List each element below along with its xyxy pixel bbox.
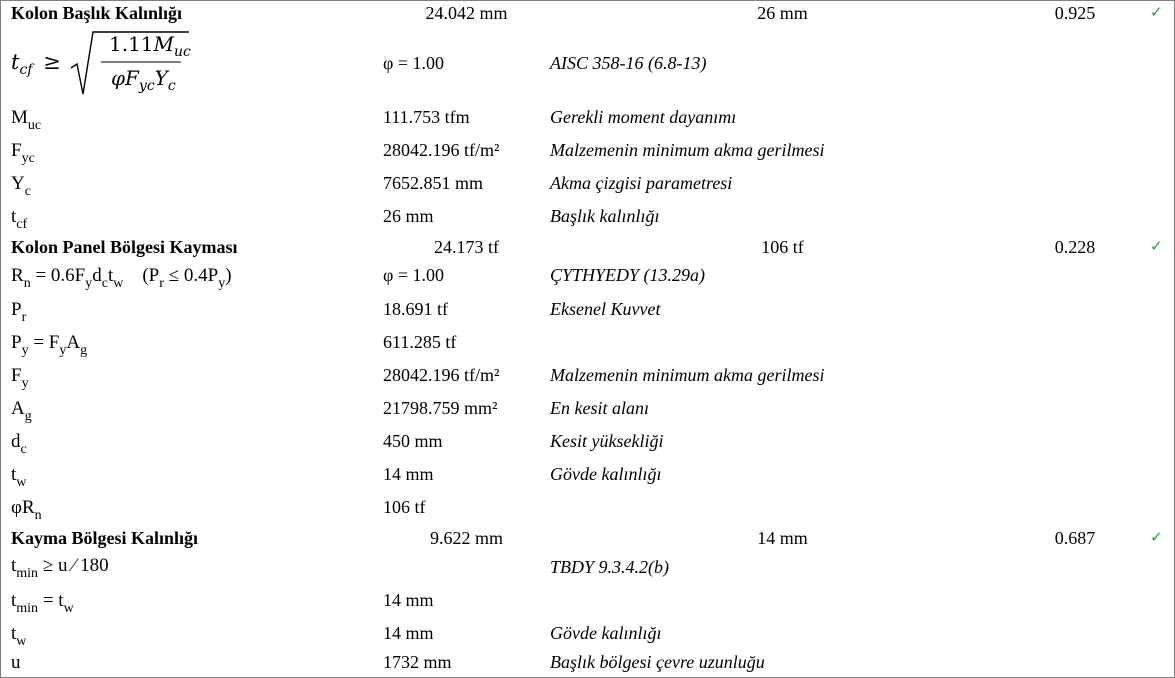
param-value: 28042.196 tf/m² — [383, 140, 500, 160]
formula-row — [0, 28, 1173, 98]
ratio-value: 0.925 — [1054, 3, 1096, 23]
parameter-row — [0, 623, 1173, 647]
param-value: 28042.196 tf/m² — [383, 365, 500, 385]
param-symbol: $F_{yc}$ — [11, 140, 35, 166]
param-value: 7652.851 mm — [383, 173, 484, 193]
formula-row — [0, 555, 1173, 581]
param-symbol: $t_w$ — [11, 464, 27, 490]
param-description: Eksenel Kuvvet — [550, 299, 661, 319]
param-symbol: $d_c$ — [11, 431, 27, 457]
parameter-row — [0, 332, 1173, 356]
section-title: Kolon Panel Bölgesi Kayması — [11, 237, 238, 257]
param-value: 106 tf — [383, 497, 426, 517]
param-symbol: $t_w$ — [11, 623, 27, 649]
parameter-row — [0, 431, 1173, 455]
parameter-row — [0, 590, 1173, 614]
capacity-value: 14 mm — [757, 528, 808, 548]
parameter-row — [0, 652, 1173, 676]
parameter-row — [0, 107, 1173, 131]
check-icon: ✓ — [1150, 237, 1163, 255]
param-description: Gerekli moment dayanımı — [550, 107, 737, 127]
parameter-row — [0, 140, 1173, 164]
param-description: Başlık bölgesi çevre uzunluğu — [550, 652, 765, 672]
parameter-row — [0, 497, 1173, 521]
parameter-row — [0, 365, 1173, 389]
param-value: 14 mm — [383, 623, 434, 643]
section-title: Kolon Başlık Kalınlığı — [11, 3, 183, 23]
check-icon: ✓ — [1150, 3, 1163, 21]
section-header — [0, 237, 1173, 259]
param-description: Malzemenin minimum akma gerilmesi — [550, 365, 825, 385]
code-reference: ÇYTHYEDY (13.29a) — [550, 265, 706, 285]
param-description: Başlık kalınlığı — [550, 206, 660, 226]
param-description: Akma çizgisi parametresi — [550, 173, 733, 193]
param-symbol: $\varphi R_n$ — [11, 497, 42, 523]
param-value: 14 mm — [383, 464, 434, 484]
param-value: 611.285 tf — [383, 332, 457, 352]
formula-lhs: t — [11, 50, 20, 74]
param-symbol: $P_y = F_yA_g$ — [11, 332, 88, 358]
param-value: 26 mm — [383, 206, 434, 226]
parameter-row — [0, 299, 1173, 323]
required-value: 24.173 tf — [434, 237, 499, 257]
denominator-phi: φ — [111, 66, 126, 90]
formula-relation: ≥ — [43, 50, 61, 74]
section-title: Kayma Bölgesi Kalınlığı — [11, 528, 199, 548]
denominator-y-sub: c — [167, 78, 176, 94]
param-value: 1732 mm — [383, 652, 452, 672]
parameter-row — [0, 398, 1173, 422]
required-value: 24.042 mm — [425, 3, 508, 23]
parameter-row — [0, 173, 1173, 197]
param-value: 18.691 tf — [383, 299, 448, 319]
phi-value: φ = 1.00 — [383, 265, 445, 285]
param-value: 450 mm — [383, 431, 443, 451]
code-reference: AISC 358-16 (6.8-13) — [550, 53, 707, 73]
param-symbol: $Y_c$ — [11, 173, 31, 199]
param-symbol: $t_{min} = t_w$ — [11, 590, 74, 616]
section-header — [0, 528, 1173, 550]
param-description: Gövde kalınlığı — [550, 623, 662, 643]
param-symbol: $A_g$ — [11, 398, 32, 424]
section-header — [0, 3, 1173, 25]
tmin-formula: $t_{min} \ge u$ ⁄ 180 — [11, 555, 109, 581]
param-description: Malzemenin minimum akma gerilmesi — [550, 140, 825, 160]
param-symbol: $P_r$ — [11, 299, 27, 325]
param-value: 21798.759 mm² — [383, 398, 498, 418]
capacity-value: 106 tf — [761, 237, 804, 257]
check-icon: ✓ — [1150, 528, 1163, 546]
numerator-sub: uc — [174, 44, 191, 60]
denominator-f: F — [125, 66, 139, 90]
param-description: En kesit alanı — [550, 398, 649, 418]
param-symbol: $M_{uc}$ — [11, 107, 42, 133]
tcf-formula — [11, 28, 211, 98]
param-symbol: $F_y$ — [11, 365, 29, 391]
param-symbol: $t_{cf}$ — [11, 206, 28, 232]
numerator-coef: 1.11 — [109, 32, 154, 56]
param-value: 111.753 tfm — [383, 107, 470, 127]
ratio-value: 0.687 — [1054, 528, 1096, 548]
code-reference: TBDY 9.3.4.2(b) — [550, 557, 670, 577]
rn-formula: $R_n = 0.6F_yd_ct_w$ $(P_r \le 0.4P_y)$ — [11, 265, 232, 291]
denominator-f-sub: yc — [138, 78, 155, 94]
numerator-var: M — [153, 32, 175, 56]
parameter-row — [0, 464, 1173, 488]
parameter-row — [0, 206, 1173, 230]
required-value: 9.622 mm — [429, 528, 503, 548]
ratio-value: 0.228 — [1054, 237, 1096, 257]
denominator-y: Y — [154, 66, 168, 90]
formula-lhs-sub: cf — [19, 62, 33, 78]
param-value: 14 mm — [383, 590, 434, 610]
param-symbol: u — [11, 652, 21, 673]
phi-value: φ = 1.00 — [383, 53, 445, 73]
formula-row — [0, 265, 1173, 291]
param-description: Kesit yüksekliği — [550, 431, 664, 451]
param-description: Gövde kalınlığı — [550, 464, 662, 484]
capacity-value: 26 mm — [757, 3, 808, 23]
